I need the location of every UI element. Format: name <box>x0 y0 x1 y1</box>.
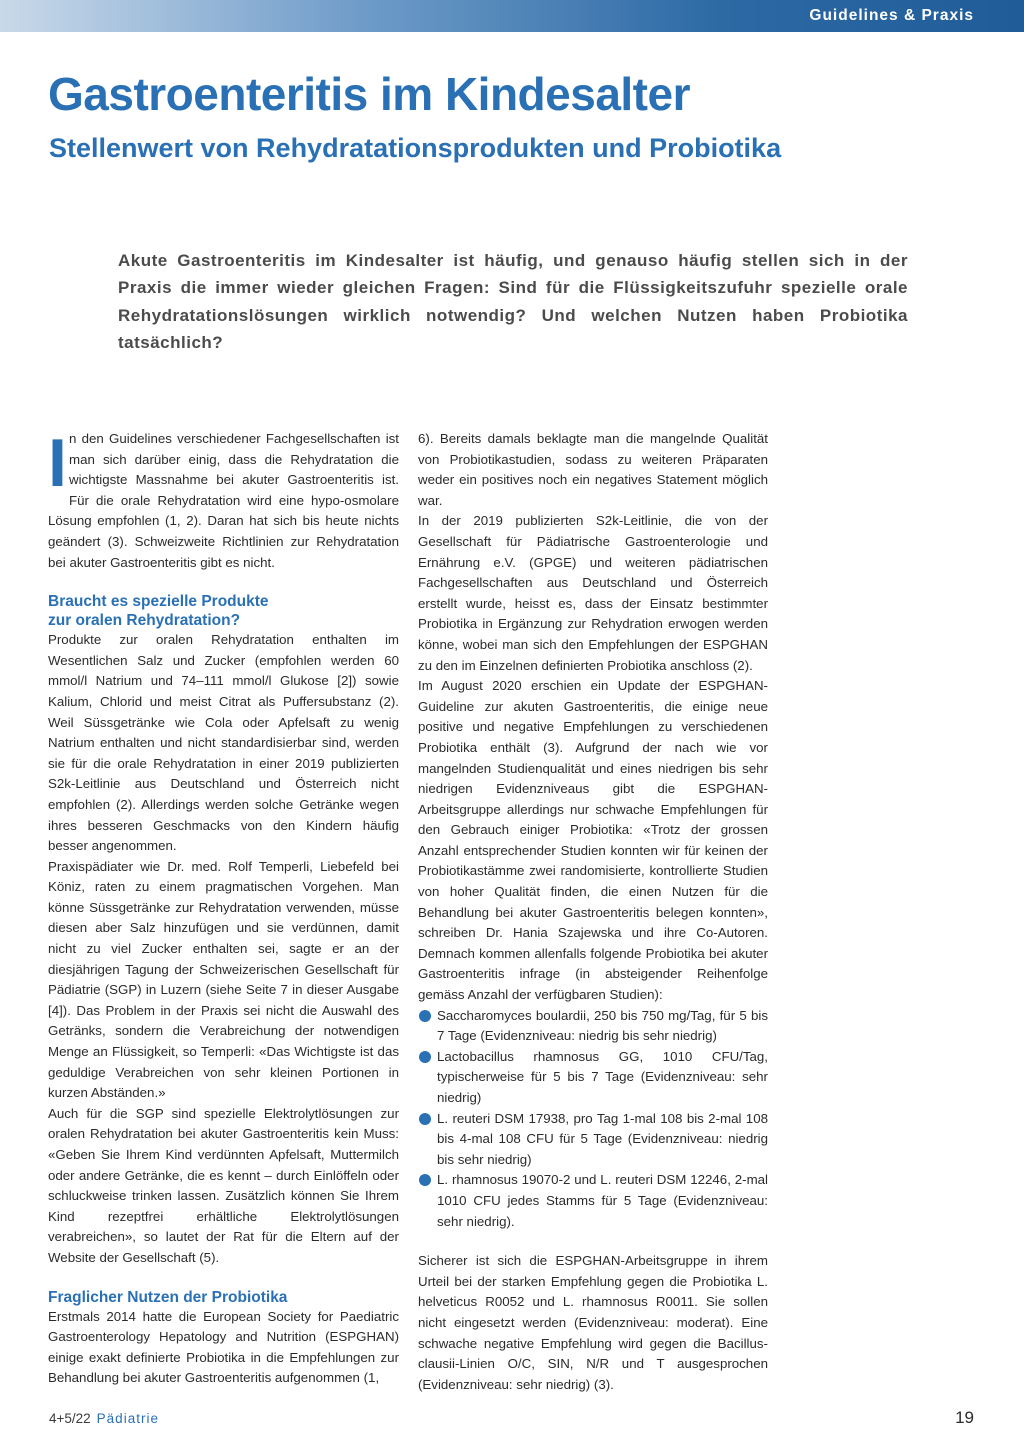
paragraph: Auch für die SGP sind spezielle Elektrolytlösungen zur oralen Rehydratation bei akuter Gastroenteritis kein Muss: «Geben Sie Ihrem Kind verdünnten Apfelsaft, Muttermilch oder andere Getränke, die es kennt – durch Einlöffeln oder schluckweise trinken lassen. Zusätzlich können Sie Ihrem Kind rezeptfrei erhältliche Elektrolytlösungen verabreichen», so lautet der Rat für die Eltern auf der Website der Gesellschaft (5). <box>48 1105 399 1265</box>
paragraph: Im August 2020 erschien ein Update der ESPGHAN-Guideline zur akuten Gastroenteritis, die einige neue positive und negative Empfehlungen zu verschiedenen Probiotika enthält (3). Aufgrund der nach wie vor mangelnden Studienqualität und eines niedrigen bis sehr niedrigen Evidenzniveaus gibt die ESPGHAN-Arbeitsgruppe allerdings nur schwache Empfehlungen für den Gebrauch einiger Probiotika: «Trotz der grossen Anzahl entsprechender Studien konnten wir für keinen der Probiotikastämme zwei randomisierte, kontrollierte Studien von hoher Qualität finden, die einen Nutzen für die Behandlung bei akuter Gastroenteritis belegen konnten», schreiben Dr. Hania Szajewska und ihre Co-Autoren. Demnach kommen allenfalls folgende Probiotika bei akuter Gastroenteritis infrage (in absteigender Reihenfolge gemäss Anzahl der verfügbaren Studien): <box>418 678 768 1003</box>
probiotics-list <box>418 1006 768 1233</box>
footer-issue <box>49 1411 159 1426</box>
heading-line-1: Braucht es spezielle Produkte <box>48 593 269 611</box>
bullet-icon <box>419 1113 431 1125</box>
list-item: L. rhamnosus 19070-2 und L. reuteri DSM 12246, 2-mal 1010 CFU jedes Stamms für 5 Tage (Evidenzniveau: sehr niedrig). <box>418 1170 768 1232</box>
lead-paragraph: Akute Gastroenteritis im Kindesalter ist häufig, und genauso häufig stellen sich in der Praxis die immer wieder gleichen Fragen: Sind für die Flüssigkeitszufuhr spezielle orale Rehydratationslösungen wirklich notwendig? Und welchen Nutzen haben Probiotika tatsächlich? <box>118 251 908 352</box>
list-item: Saccharomyces boulardii, 250 bis 750 mg/Tag, für 5 bis 7 Tage (Evidenzniveau: niedrig bis sehr niedrig) <box>418 1006 768 1047</box>
section-heading-probiotics: Fraglicher Nutzen der Probiotika <box>48 1288 288 1306</box>
section-heading-rehydration <box>48 592 399 630</box>
bullet-icon <box>419 1010 431 1022</box>
paragraph: 6). Bereits damals beklagte man die mangelnde Qualität von Probiotikastudien, sodass zu weiteren Präparaten weder ein positives noch ein negatives Statement möglich war. <box>418 431 768 508</box>
bullet-icon <box>419 1051 431 1063</box>
paragraph: Praxispädiater wie Dr. med. Rolf Temperli, Liebefeld bei Köniz, raten zu einem pragmatischen Vorgehen. Man könne Süssgetränke zur Rehydratation verwenden, müsse diesen aber Salz hinzufügen und sie verdünnen, damit nicht zu viel Zucker enthalten sei, sagte er an der diesjährigen Tagung der Schweizerischen Gesellschaft für Pädiatrie (SGP) in Luzern (siehe Seite 7 in dieser Ausgabe [4]). Das Problem in der Praxis sei nicht die Auswahl des Getränks, sondern die Verabreichung der notwendigen Menge an Flüssigkeit, so Temperli: «Das Wichtigste ist das geduldige Verabreichen von sehr kleinen Portionen in kurzen Abständen.» <box>48 858 399 1101</box>
paragraph: Erstmals 2014 hatte die European Society for Paediatric Gastroenterology Hepatology and Nutrition (ESPGHAN) einige exakt definierte Probiotika in die Empfehlungen zur Behandlung bei akuter Gastroenteritis aufgenommen (1, <box>48 1308 399 1386</box>
section-label: Guidelines & Praxis <box>809 7 974 24</box>
article-subtitle: Stellenwert von Rehydratationsprodukten und Probiotika <box>49 133 782 163</box>
magazine-name: Pädiatrie <box>96 1411 159 1426</box>
issue-number: 4+5/22 <box>49 1411 91 1426</box>
list-item: L. reuteri DSM 17938, pro Tag 1-mal 108 bis 2-mal 108 bis 4-mal 108 CFU für 5 Tage (Evidenzniveau: niedrig bis sehr niedrig) <box>418 1109 768 1171</box>
intro-block <box>48 425 399 573</box>
paragraph: Sicherer ist sich die ESPGHAN-Arbeitsgruppe in ihrem Urteil bei der starken Empfehlung gegen die Probiotika L. helveticus R0052 und L. rhamnosus R0011. Sie sollen nicht eingesetzt werden (Evidenzniveau: moderat). Eine schwache negative Empfehlung wird gegen die Bacillus-clausii-Linien O/C, SIN, N/R und T ausgesprochen (Evidenzniveau: sehr niedrig) (3). <box>418 1253 768 1392</box>
paragraph: Produkte zur oralen Rehydratation enthalten im Wesentlichen Salz und Zucker (empfohlen werden 60 mmol/l Natrium und 74–111 mmol/l Glukose [2]) sowie Kalium, Chlorid und meist Citrat als Puffersubstanz (2). Weil Süssgetränke wie Cola oder Apfelsaft zu wenig Natrium enthalten und nicht standardisierbar sind, werden sie für die orale Rehydratation in einer 2019 publizierten S2k-Leitlinie aus Deutschland und Österreich nicht empfohlen (2). Allerdings werden solche Getränke wegen ihres besseren Geschmacks von den Kindern häufig besser angenommen. <box>48 632 399 854</box>
page-number: 19 <box>955 1408 974 1427</box>
paragraph: In der 2019 publizierten S2k-Leitlinie, die von der Gesellschaft für Pädiatrische Gastroenterologie und Ernährung e.V. (GPGE) und weiteren pädiatrischen Fachgesellschaften aus Deutschland und Österreich erstellt wurde, heisst es, dass der Einsatz bestimmter Probiotika in Ergänzung zur Rehydration erwogen werden könne, wobei man sich den Empfehlungen der ESPGHAN zu den im Einzelnen definierten Probiotika anschloss (2). <box>418 513 768 673</box>
bullet-icon <box>419 1174 431 1186</box>
heading-line-2: zur oralen Rehydratation? <box>48 612 241 630</box>
left-column <box>48 425 399 1389</box>
right-column <box>418 429 768 1395</box>
intro-paragraph: n den Guidelines verschiedener Fachgesellschaften ist man sich darüber einig, dass die Rehydratation die wichtigste Massnahme bei akuter Gastroenteritis ist. Für die orale Rehydratation wird eine hypo-osmolare Lösung empfohlen (1, 2). Daran hat sich bis heute nichts geändert (3). Schweizweite Richtlinien zur Rehydratation bei akuter Gastroenteritis gibt es nicht. <box>48 431 399 570</box>
header-bar <box>0 0 1024 32</box>
drop-cap: I <box>48 425 67 501</box>
list-item: Lactobacillus rhamnosus GG, 1010 CFU/Tag, typischerweise für 5 bis 7 Tage (Evidenzniveau: sehr niedrig) <box>418 1047 768 1109</box>
article-title: Gastroenteritis im Kindesalter <box>48 68 690 120</box>
